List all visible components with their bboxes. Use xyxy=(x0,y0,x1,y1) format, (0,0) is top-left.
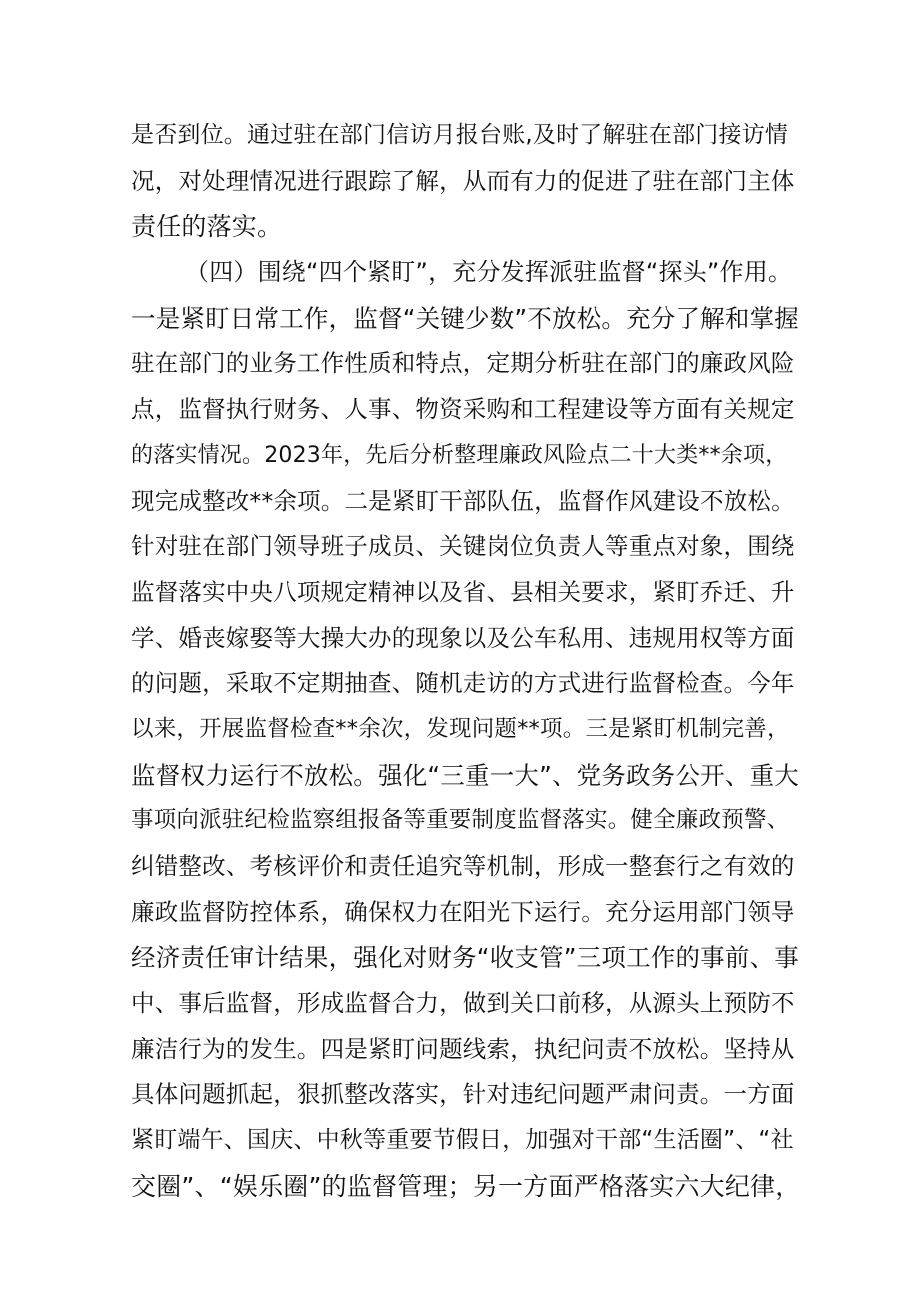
text-line: 驻在部门的业务工作性质和特点，定期分析驻在部门的廉政风险 xyxy=(131,349,795,378)
text-line: 以来，开展监督检查**余次，发现问题**项。三是紧盯机制完善， xyxy=(131,715,790,742)
text-line: 中、事后监督，形成监督合力，做到关口前移，从源头上预防不 xyxy=(131,989,795,1018)
text-line: 的问题，采取不定期抽查、随机走访的方式进行监督检查。今年 xyxy=(131,669,795,698)
text-line: 事项向派驻纪检监察组报备等重要制度监督落实。健全廉政预警、 xyxy=(131,807,790,834)
text-line: 现完成整改**余项。二是紧盯干部队伍，监督作风建设不放松。 xyxy=(131,486,795,515)
text-line: 廉政监督防控体系，确保权力在阳光下运行。充分运用部门领导 xyxy=(131,897,795,926)
text-line: 经济责任审计结果，强化对财务“收支管”三项工作的事前、事 xyxy=(131,943,799,973)
text-line: 学、婚丧嫁娶等大操大办的现象以及公车私用、违规用权等方面 xyxy=(131,623,795,652)
section-heading-line: （四）围绕“四个紧盯”，充分发挥派驻监督“探头”作用。 xyxy=(185,258,793,287)
text-line: 针对驻在部门领导班子成员、关键岗位负责人等重点对象，围绕 xyxy=(131,532,795,561)
text-line: 交圈”、“娱乐圈”的监督管理；另一方面严格落实六大纪律， xyxy=(131,1171,801,1201)
text-line: 廉洁行为的发生。四是紧盯问题线索，执纪问责不放松。坚持从 xyxy=(131,1034,795,1063)
text-line: 况，对处理情况进行跟踪了解，从而有力的促进了驻在部门主体 xyxy=(131,166,795,195)
text-line: 监督落实中央八项规定精神以及省、县相关要求，紧盯乔迁、升 xyxy=(131,577,795,606)
text-line: 具体问题抓起，狠抓整改落实，针对违纪问题严肃问责。一方面 xyxy=(131,1080,795,1109)
text-line: 的落实情况。2023年，先后分析整理廉政风险点二十大类**余项， xyxy=(131,442,788,468)
text-line: 点，监督执行财务、人事、物资采购和工程建设等方面有关规定 xyxy=(131,395,795,424)
text-line: 一是紧盯日常工作，监督“关键少数”不放松。充分了解和掌握 xyxy=(131,303,799,333)
text-line: 纠错整改、考核评价和责任追究等机制，形成一整套行之有效的 xyxy=(131,852,795,880)
text-line: 责任的落实。 xyxy=(131,212,283,242)
document-body xyxy=(131,113,801,1210)
text-line: 监督权力运行不放松。强化“三重一大”、党务政务公开、重大 xyxy=(131,760,799,790)
text-line: 是否到位。通过驻在部门信访月报台账,及时了解驻在部门接访情 xyxy=(131,122,789,148)
text-line: 紧盯端午、国庆、中秋等重要节假日，加强对干部“生活圈”、“社 xyxy=(131,1127,794,1154)
